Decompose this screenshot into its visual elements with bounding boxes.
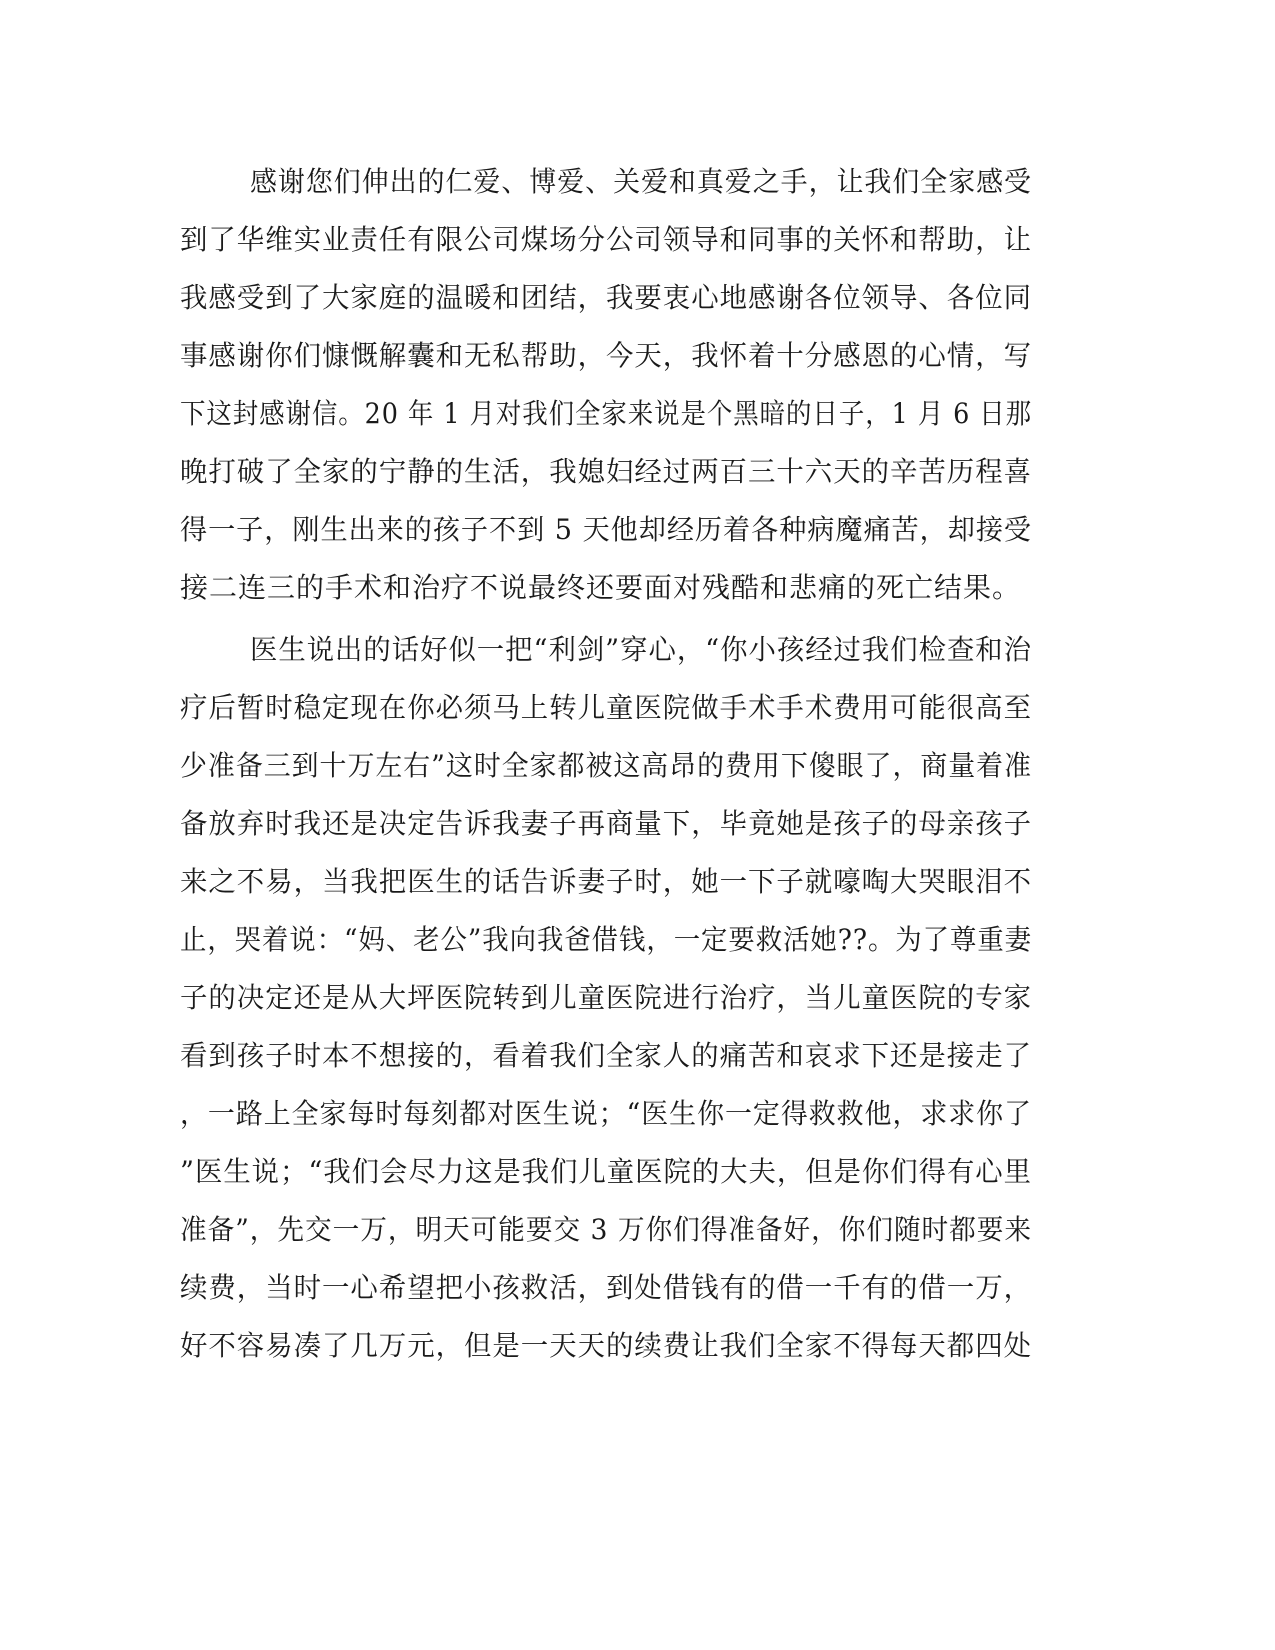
text-line <box>0 331 1275 381</box>
text-line <box>0 389 1275 439</box>
text-line <box>0 215 1275 265</box>
text-line-content: ”医生说；“我们会尽力这是我们儿童医院的大夫，但是你们得有心里 <box>180 1155 1032 1188</box>
text-line <box>0 505 1275 555</box>
text-line <box>0 1321 1275 1371</box>
text-line-content: 好不容易凑了几万元，但是一天天的续费让我们全家不得每天都四处 <box>180 1329 1032 1362</box>
text-line-content: 下这封感谢信。20 年 1 月对我们全家来说是个黑暗的日子，1 月 6 日那 <box>180 397 1032 430</box>
text-line-content: 少准备三到十万左右”这时全家都被这高昂的费用下傻眼了，商量着准 <box>180 749 1032 782</box>
text-line-content: 备放弃时我还是决定告诉我妻子再商量下，毕竟她是孩子的母亲孩子 <box>180 807 1032 840</box>
text-line-content: 看到孩子时本不想接的，看着我们全家人的痛苦和哀求下还是接走了 <box>180 1039 1032 1072</box>
text-line <box>0 1147 1275 1197</box>
text-line-content: 事感谢你们慷慨解囊和无私帮助，今天，我怀着十分感恩的心情，写 <box>180 339 1032 372</box>
text-line <box>0 157 1275 207</box>
text-line <box>0 1031 1275 1081</box>
text-line-content: 接二连三的手术和治疗不说最终还要面对残酷和悲痛的死亡结果。 <box>180 571 1022 604</box>
text-line <box>0 915 1275 965</box>
text-line <box>0 1263 1275 1313</box>
text-line <box>0 447 1275 497</box>
text-line-content: 我感受到了大家庭的温暖和团结，我要衷心地感谢各位领导、各位同 <box>180 281 1032 314</box>
text-line-content: 感谢您们伸出的仁爱、博爱、关爱和真爱之手，让我们全家感受 <box>250 165 1032 198</box>
text-line <box>0 625 1275 675</box>
text-line <box>0 799 1275 849</box>
text-line <box>0 973 1275 1023</box>
text-line <box>0 1089 1275 1139</box>
text-line-content: 医生说出的话好似一把“利剑”穿心，“你小孩经过我们检查和治 <box>250 633 1032 666</box>
text-line-content: 子的决定还是从大坪医院转到儿童医院进行治疗，当儿童医院的专家 <box>180 981 1032 1014</box>
text-line-content: 得一子，刚生出来的孩子不到 5 天他却经历着各种病魔痛苦，却接受 <box>180 513 1032 546</box>
text-line-content: ，一路上全家每时每刻都对医生说；“医生你一定得救救他，求求你了 <box>180 1097 1032 1130</box>
text-line-content: 疗后暂时稳定现在你必须马上转儿童医院做手术手术费用可能很高至 <box>180 691 1032 724</box>
text-line <box>0 741 1275 791</box>
text-line <box>0 563 1275 613</box>
text-line-content: 止，哭着说：“妈、老公”我向我爸借钱，一定要救活她??。为了尊重妻 <box>180 923 1032 956</box>
text-line <box>0 1205 1275 1255</box>
text-line <box>0 683 1275 733</box>
text-line-content: 准备”，先交一万，明天可能要交 3 万你们得准备好，你们随时都要来 <box>180 1213 1032 1246</box>
text-line <box>0 273 1275 323</box>
text-line <box>0 857 1275 907</box>
text-line-content: 到了华维实业责任有限公司煤场分公司领导和同事的关怀和帮助，让 <box>180 223 1032 256</box>
text-line-content: 来之不易，当我把医生的话告诉妻子时，她一下子就嚎啕大哭眼泪不 <box>180 865 1032 898</box>
text-line-content: 续费，当时一心希望把小孩救活，到处借钱有的借一千有的借一万， <box>180 1271 1032 1304</box>
text-line-content: 晚打破了全家的宁静的生活，我媳妇经过两百三十六天的辛苦历程喜 <box>180 455 1032 488</box>
